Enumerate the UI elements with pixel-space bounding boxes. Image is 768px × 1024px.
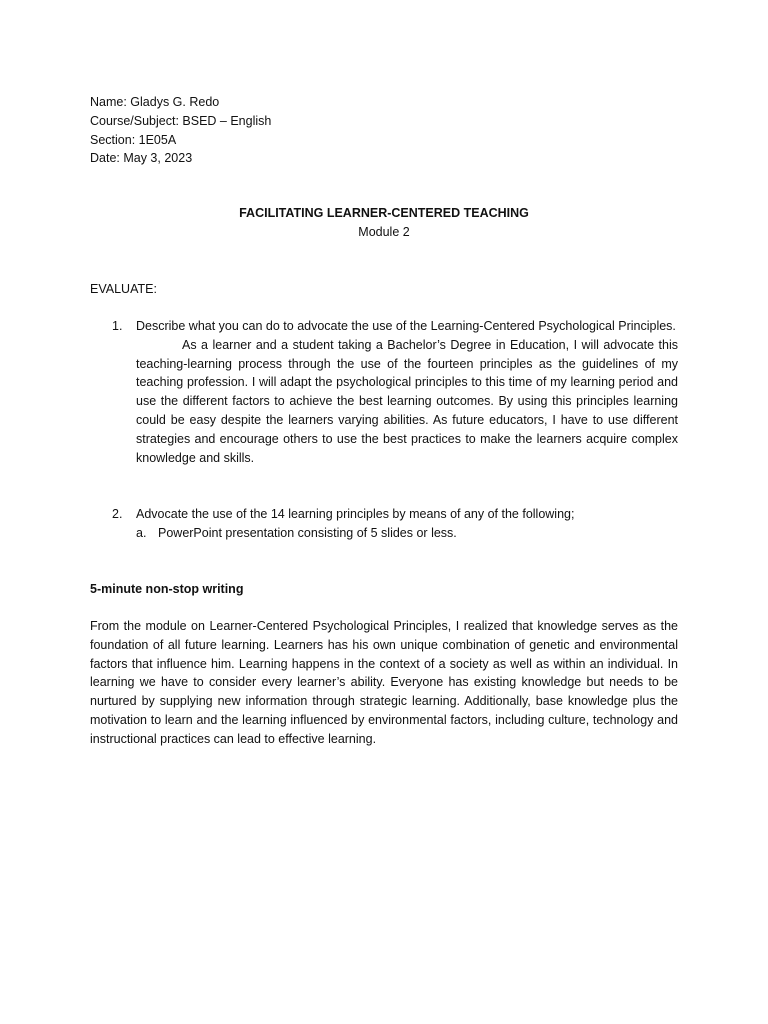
- student-name: Name: Gladys G. Redo: [90, 95, 220, 109]
- module-label: Module 2: [358, 224, 410, 239]
- question-answer: As a learner and a student taking a Bachelor’s Degree in Education, I will advocate this teaching-learning process through the use of the fourteen principles as the guidelines of my teaching profession. I will adapt the psychological principles to this time of my learning period and use the different factors to achieve the best learning outcomes. By using this principles learning could be easy despite the learners varying abilities. As future educators, I have to use different strategies and encourage others to use the best practices to make the learners acquire complex knowledge and skills.: [136, 337, 678, 465]
- date: Date: May 3, 2023: [90, 151, 193, 166]
- question-text: Describe what you can do to advocate the use of the Learning-Centered Psychological Principles.: [136, 319, 676, 333]
- writing-heading: 5-minute non-stop writing: [90, 582, 244, 596]
- question-number: 1.: [112, 319, 123, 333]
- sub-item-a: [136, 524, 678, 543]
- question-2: [90, 505, 678, 543]
- question-number: 2.: [112, 507, 123, 521]
- course-subject: Course/Subject: BSED – English: [90, 113, 272, 128]
- evaluate-label: EVALUATE:: [90, 282, 157, 296]
- title-block: [0, 204, 768, 242]
- sub-item-text: PowerPoint presentation consisting of 5 slides or less.: [158, 525, 457, 540]
- student-info: [90, 93, 271, 168]
- question-1: [90, 317, 678, 467]
- sub-item-letter: a.: [136, 525, 147, 540]
- question-text: Advocate the use of the 14 learning principles by means of any of the following;: [136, 507, 575, 521]
- section: Section: 1E05A: [90, 132, 177, 147]
- document-title: FACILITATING LEARNER-CENTERED TEACHING: [239, 206, 529, 220]
- writing-body: From the module on Learner-Centered Psychological Principles, I realized that knowledge serves as the foundation of all future learning. Learners has his own unique combination of genetic and environmental factors that influence him. Learning happens in the context of a society as well as within an individual. In learning we have to consider every learner’s ability. Everyone has existing knowledge but needs to be nurtured by supplying new information through strategic learning. Additionally, base knowledge plus the motivation to learn and the learning influenced by environmental factors, including culture, technology and instructional practices can lead to effective learning.: [90, 619, 678, 746]
